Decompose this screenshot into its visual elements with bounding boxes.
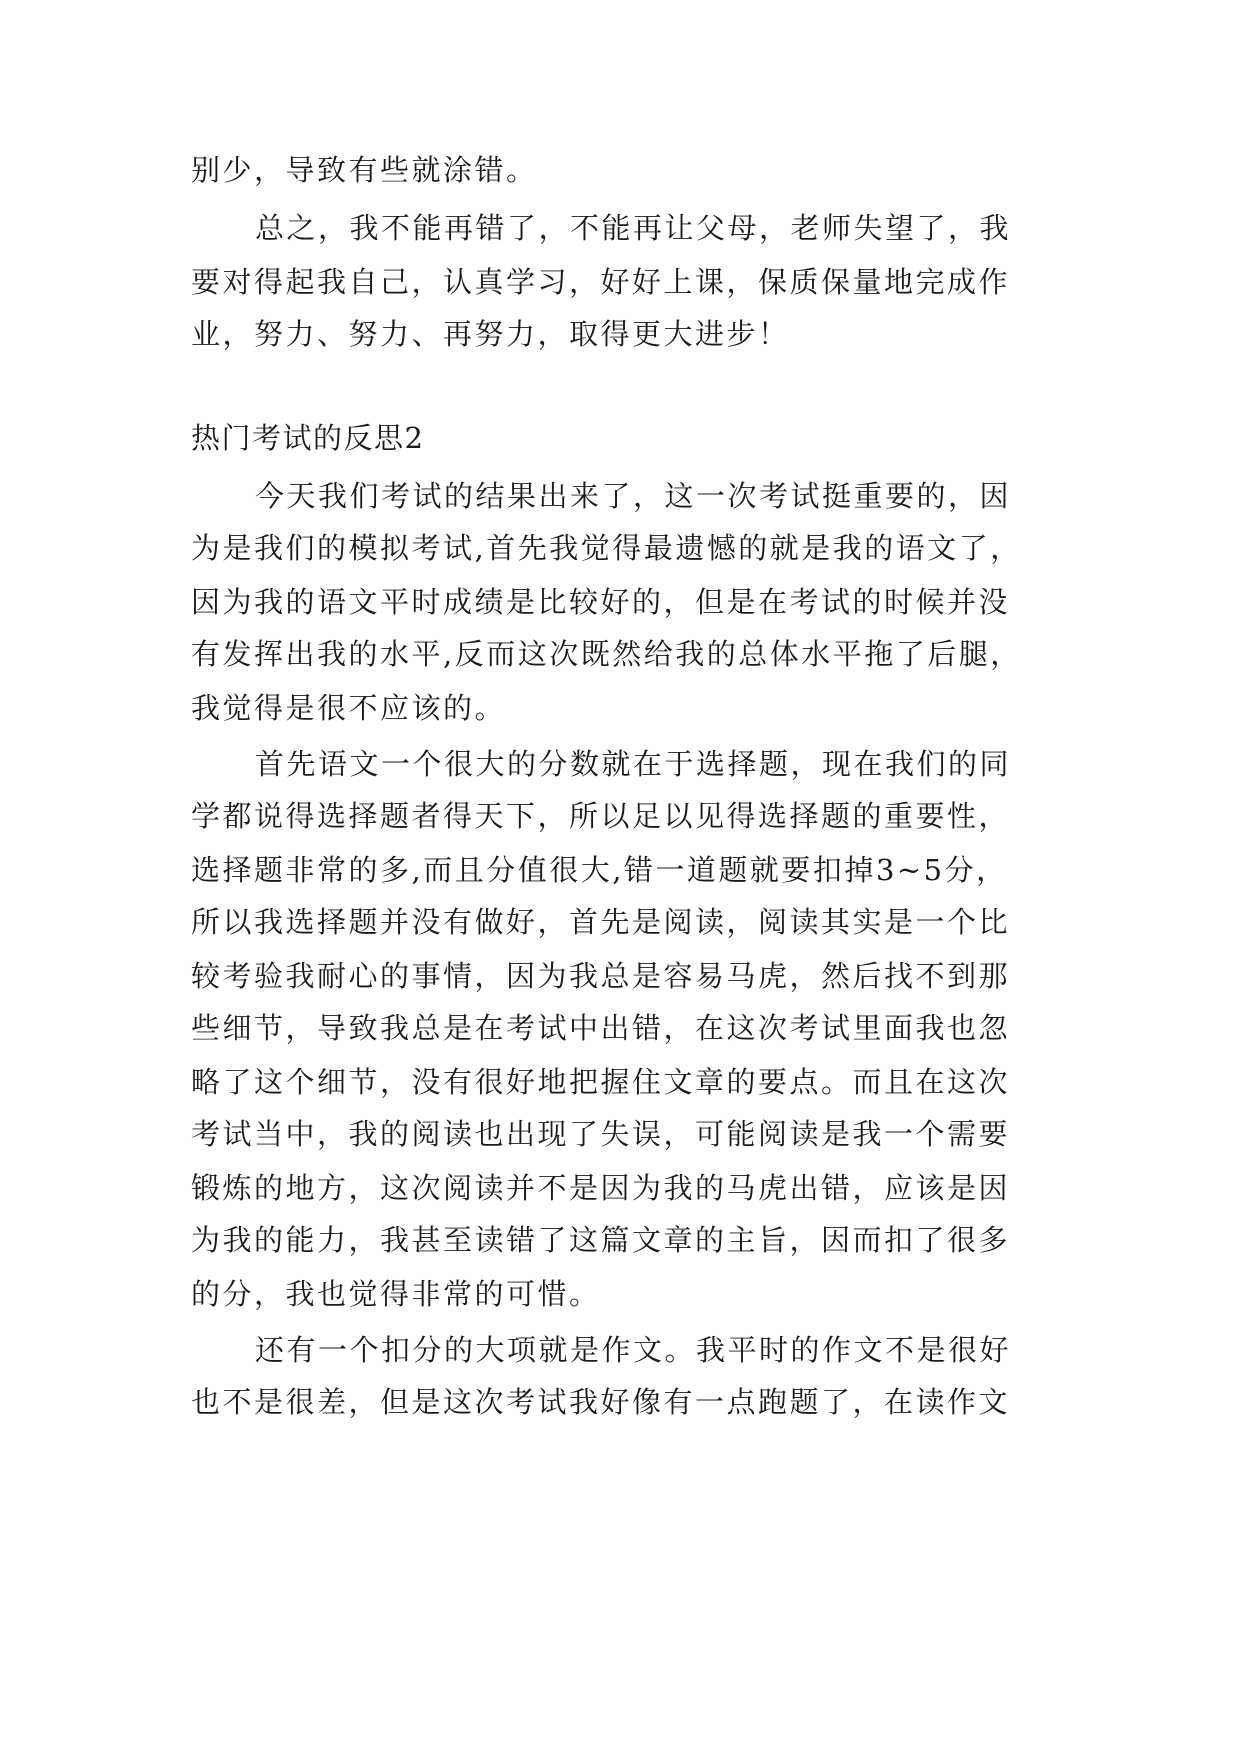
text-line: 略了这个细节，没有很好地把握住文章的要点。而且在这次 xyxy=(191,1065,1011,1099)
text-line: 也不是很差，但是这次考试我好像有一点跑题了，在读作文 xyxy=(191,1385,1011,1419)
text-line: 总之，我不能再错了，不能再让父母，老师失望了，我 xyxy=(255,211,1012,245)
text-line: 业，努力、努力、再努力，取得更大进步！ xyxy=(191,317,790,351)
text-line: 些细节，导致我总是在考试中出错，在这次考试里面我也忽 xyxy=(191,1011,1011,1045)
text-line: 较考验我耐心的事情，因为我总是容易马虎，然后找不到那 xyxy=(191,959,1011,993)
text-line: 选择题非常的多,而且分值很大,错一道题就要扣掉3~5分， xyxy=(191,853,1008,887)
text-line: 我觉得是很不应该的。 xyxy=(191,691,507,725)
text-line: 锻炼的地方，这次阅读并不是因为我的马虎出错，应该是因 xyxy=(191,1171,1011,1205)
text-line: 为是我们的模拟考试,首先我觉得最遗憾的就是我的语文了， xyxy=(191,531,1022,565)
text-line: 首先语文一个很大的分数就在于选择题，现在我们的同 xyxy=(255,747,1012,781)
text-line: 有发挥出我的水平,反而这次既然给我的总体水平拖了后腿， xyxy=(191,637,1022,671)
text-line: 还有一个扣分的大项就是作文。我平时的作文不是很好 xyxy=(255,1333,1012,1367)
text-line: 别少，导致有些就涂错。 xyxy=(191,153,538,187)
text-line: 今天我们考试的结果出来了，这一次考试挺重要的，因 xyxy=(255,479,1012,513)
text-line: 为我的能力，我甚至读错了这篇文章的主旨，因而扣了很多 xyxy=(191,1223,1011,1257)
text-line: 考试当中，我的阅读也出现了失误，可能阅读是我一个需要 xyxy=(191,1117,1011,1151)
text-line: 的分，我也觉得非常的可惜。 xyxy=(191,1277,601,1311)
document-page xyxy=(191,0,1051,1754)
text-line: 所以我选择题并没有做好，首先是阅读，阅读其实是一个比 xyxy=(191,905,1011,939)
text-line: 因为我的语文平时成绩是比较好的，但是在考试的时候并没 xyxy=(191,585,1011,619)
text-line: 要对得起我自己，认真学习，好好上课，保质保量地完成作 xyxy=(191,265,1011,299)
text-line: 学都说得选择题者得天下，所以足以见得选择题的重要性， xyxy=(191,799,1011,833)
section-heading: 热门考试的反思2 xyxy=(191,421,425,455)
